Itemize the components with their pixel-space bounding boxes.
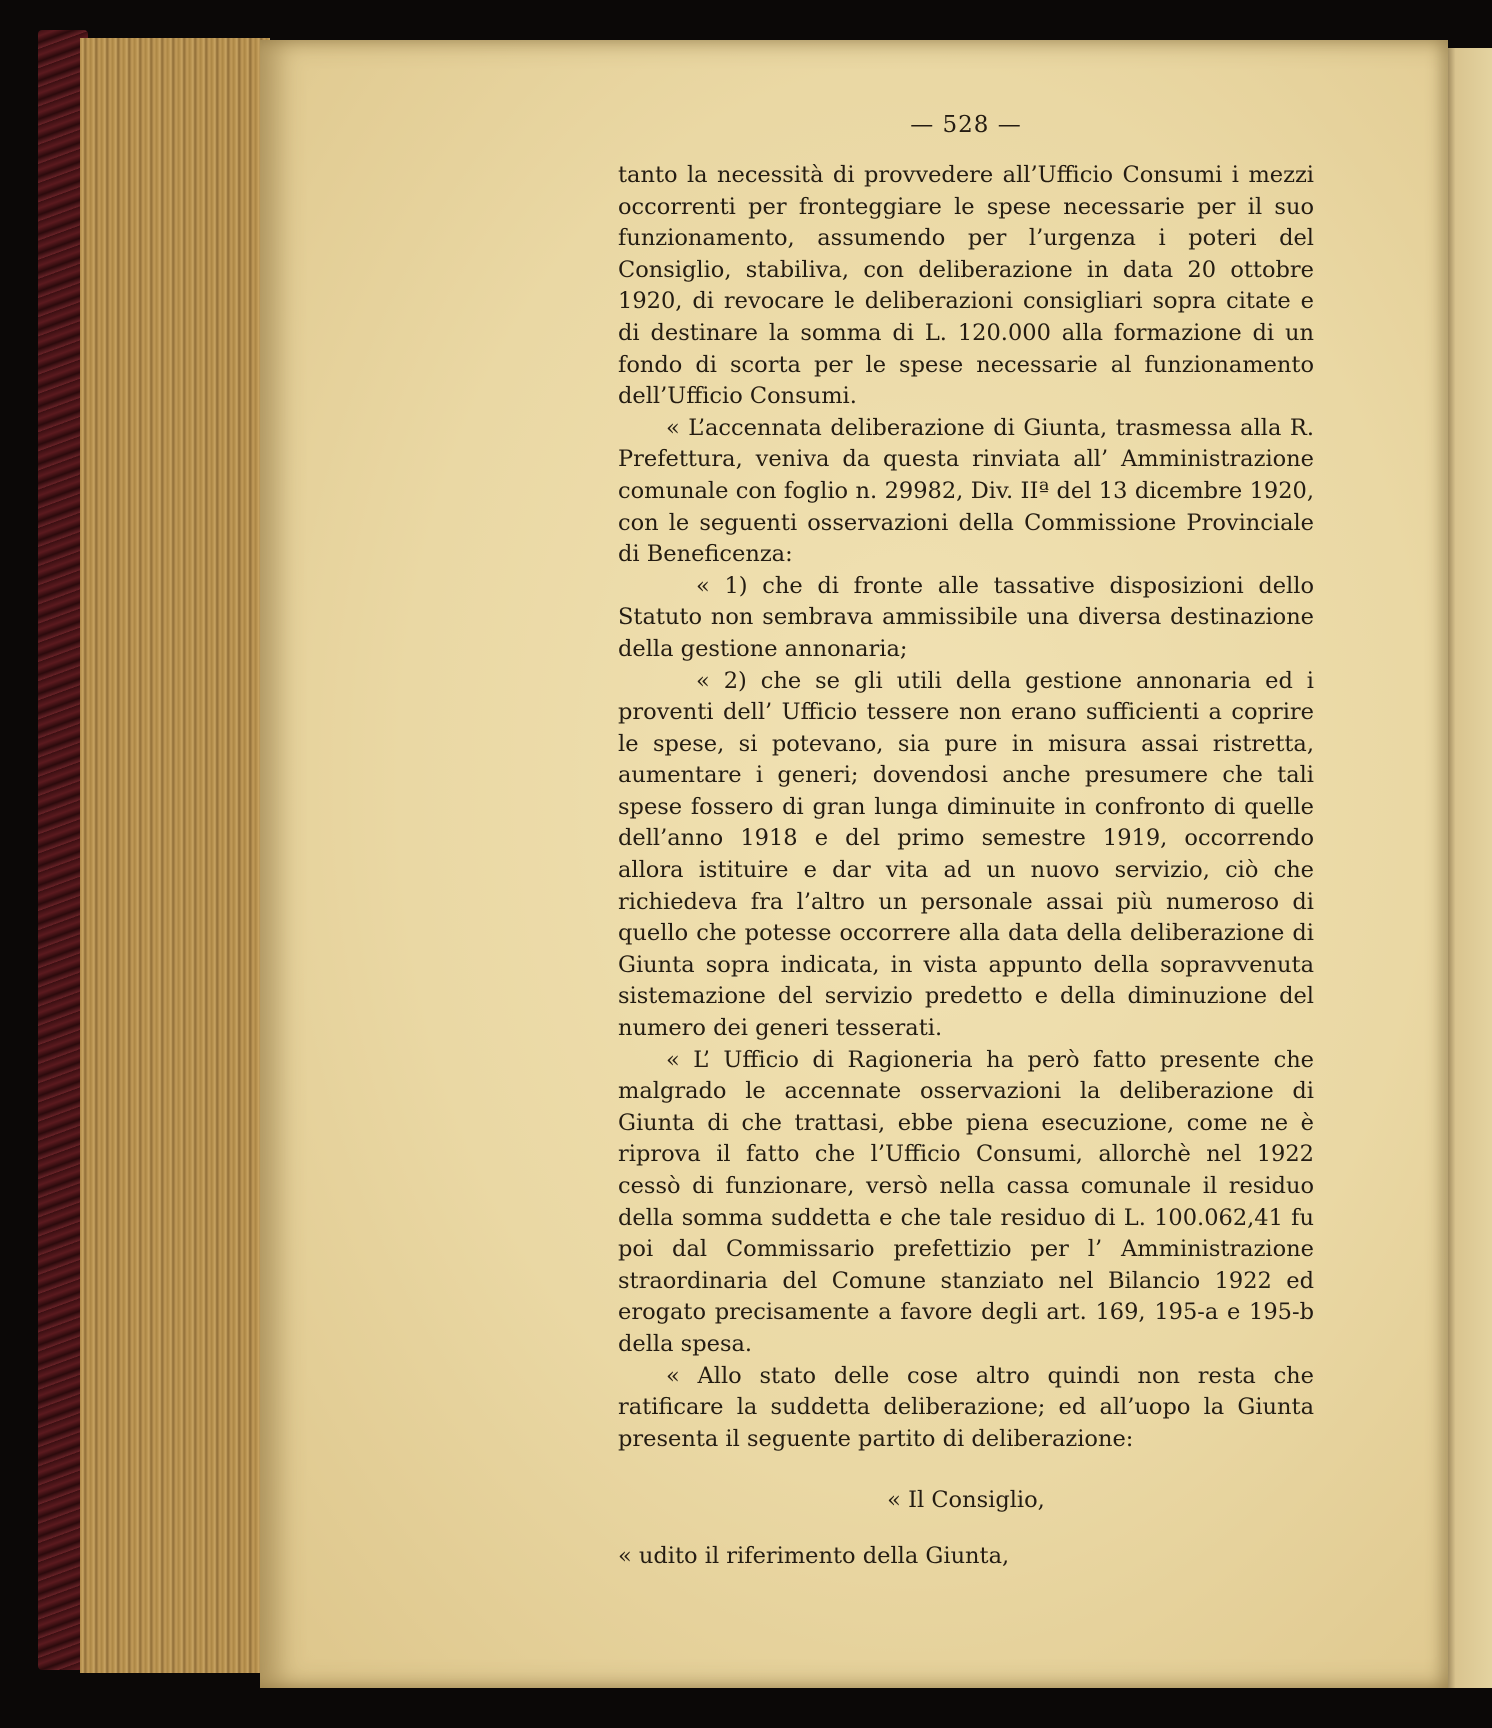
paragraph-6: « Allo stato delle cose altro quindi non resta che ratificare la suddetta deliberazione; ed all’uopo la Giunta presenta il seguente partito di deliberazione:: [618, 1362, 1314, 1452]
page-text: [618, 112, 1314, 1573]
paragraph-1: tanto la necessità di provvedere all’Ufficio Consumi i mezzi occorrenti per fronteggiare le spese necessarie per il suo funzionamento, assumendo per l’urgenza i poteri del Consiglio, stabiliva, con deliberazione in data 20 ottobre 1920, di revocare le deliberazioni consigliari sopra citate e di destinare la somma di L. 120.000 alla formazione di un fondo di scorta per le spese necessarie al funzionamento dell’Ufficio Consumi.: [618, 162, 1314, 410]
paragraph-7: « Il Consiglio,: [887, 1487, 1045, 1514]
page-number: — 528 —: [910, 112, 1022, 138]
paragraph-4: « 2) che se gli utili della gestione annonaria ed i proventi dell’ Ufficio tessere non erano sufficienti a coprire le spese, si potevano, sia pure in misura assai ristretta, aumentare i generi; dovendosi anche presumere che tali spese fossero di gran lunga diminuite in confronto di quelle dell’anno 1918 e del primo semestre 1919, occorrendo allora istituire e dar vita ad un nuovo servizio, ciò che richiedeva fra l’altro un personale assai più numeroso di quello che potesse occorrere alla data della deliberazione di Giunta sopra indicata, in vista appunto della sopravvenuta sistemazione del servizio predetto e della diminuzione del numero dei generi tesserati.: [618, 667, 1314, 1042]
page-stack-edges: [80, 38, 270, 1673]
paragraph-3: « 1) che di fronte alle tassative disposizioni dello Statuto non sembrava ammissibile una diversa destinazione della gestione annonaria;: [618, 572, 1314, 662]
paragraph-2: « L’accennata deliberazione di Giunta, trasmessa alla R. Prefettura, veniva da questa rinviata all’ Amministrazione comunale con foglio n. 29982, Div. IIª del 13 dicembre 1920, con le seguenti osservazioni della Commissione Provinciale di Beneficenza:: [618, 414, 1314, 568]
paragraph-8: « udito il riferimento della Giunta,: [618, 1542, 1010, 1569]
paragraph-5: « L’ Ufficio di Ragioneria ha però fatto presente che malgrado le accennate osservazioni la deliberazione di Giunta di che trattasi, ebbe piena esecuzione, come ne è riprova il fatto che l’Ufficio Consumi, allorchè nel 1922 cessò di funzionare, versò nella cassa comunale il residuo della somma suddetta e che tale residuo di L. 100.062,41 fu poi dal Commissario prefettizio per l’ Amministrazione straordinaria del Comune stanziato nel Bilancio 1922 ed erogato precisamente a favore degli art. 169, 195-a e 195-b della spesa.: [618, 1046, 1314, 1357]
